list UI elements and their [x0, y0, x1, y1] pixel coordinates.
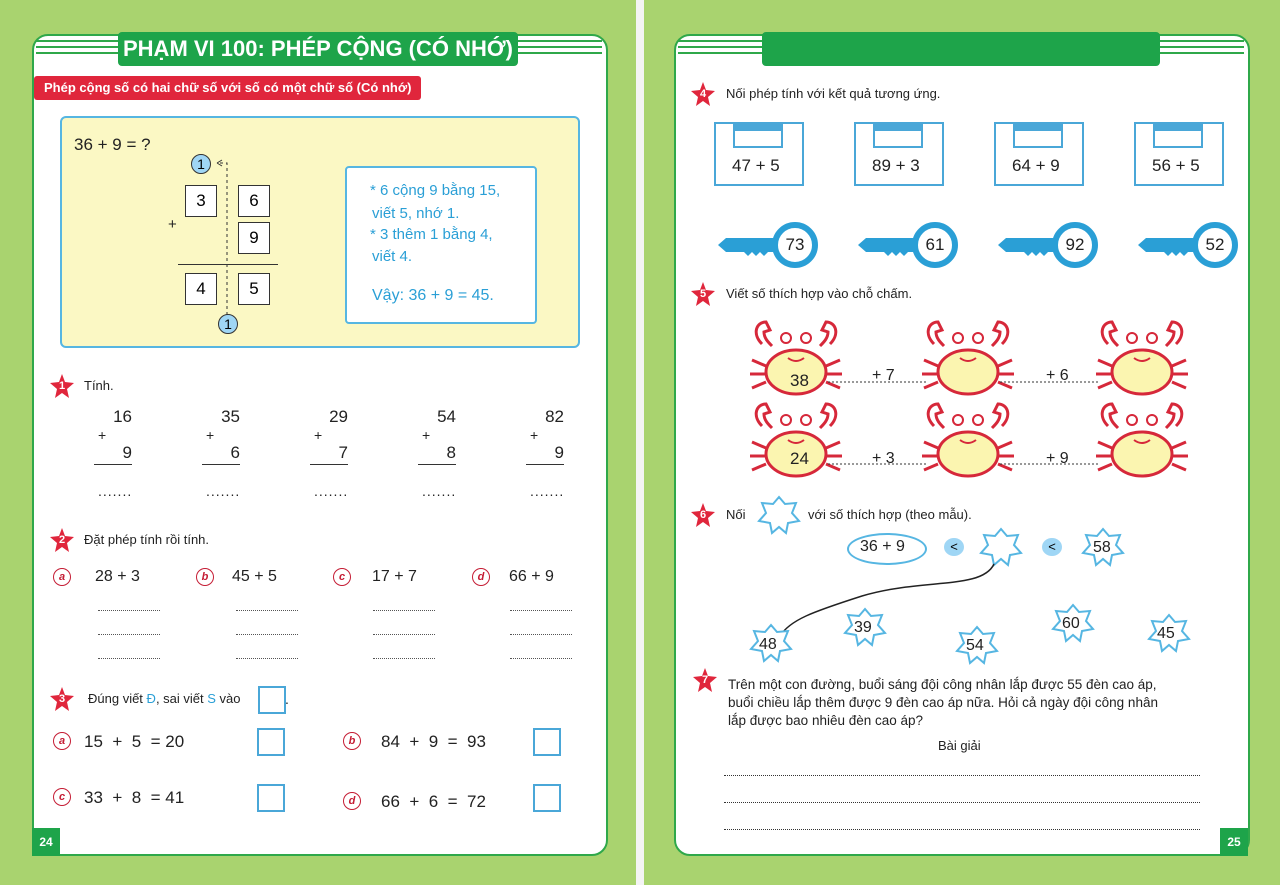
addend: 7 — [338, 443, 348, 462]
lock-expression: 56 + 5 — [1152, 156, 1200, 175]
item-letter: b — [196, 568, 214, 586]
plus-sign: + — [314, 427, 323, 443]
key-icon — [716, 222, 826, 268]
exercise-label: Nối — [726, 507, 746, 522]
equation: 84 + 9 = 93 — [381, 732, 486, 751]
exercise-label: Viết số thích hợp vào chỗ chấm. — [726, 286, 913, 301]
book-gutter — [636, 0, 644, 885]
item-letter: d — [343, 792, 361, 810]
label-text: , sai viết — [155, 691, 204, 706]
sum-line — [94, 464, 132, 465]
problem-line: Trên một con đường, buổi sáng đội công nhân lắp được 55 đèn cao áp, — [728, 677, 1157, 692]
answer-blank[interactable]: ....... — [98, 483, 133, 499]
addend: 16 — [113, 407, 132, 426]
answer-box[interactable] — [533, 728, 561, 756]
exercise-number: 6 — [699, 509, 707, 521]
addend: 35 — [221, 407, 240, 426]
answer-blank[interactable]: ....... — [422, 483, 457, 499]
key-icon — [856, 222, 966, 268]
carry-bottom: 1 — [218, 314, 238, 334]
problem-line: lắp được bao nhiêu đèn cao áp? — [728, 713, 924, 728]
item-letter: a — [53, 732, 71, 750]
exercise-label: Tính. — [84, 378, 114, 393]
answer-blank[interactable]: ....... — [206, 483, 241, 499]
label-d: Đ — [146, 691, 156, 706]
addend: 29 — [329, 407, 348, 426]
sum-line — [202, 464, 240, 465]
key-icon — [996, 222, 1106, 268]
page-number: 24 — [32, 828, 60, 856]
explanation-line: viết 4. — [372, 248, 413, 265]
expression: 45 + 5 — [232, 568, 277, 585]
key-value: 52 — [1205, 235, 1225, 254]
answer-blank[interactable]: ....... — [314, 483, 349, 499]
example-question: 36 + 9 = ? — [74, 135, 151, 154]
answer-box[interactable] — [257, 784, 285, 812]
addend: 6 — [230, 443, 240, 462]
crab-start-value: 38 — [790, 371, 809, 390]
item-letter: c — [53, 788, 71, 806]
exercise-label: Nối phép tính với kết quả tương ứng. — [726, 86, 941, 101]
exercise-label — [88, 691, 241, 706]
right-page — [644, 0, 1280, 885]
page-title: PHẠM VI 100: PHÉP CỘNG (CÓ NHỚ) — [118, 32, 518, 66]
expression: 28 + 3 — [95, 568, 140, 585]
crab-row-graphics — [748, 316, 1198, 478]
item-letter: c — [333, 568, 351, 586]
sum-line — [418, 464, 456, 465]
explanation-line: * 6 cộng 9 bằng 15, — [370, 182, 501, 199]
expression: 17 + 7 — [372, 568, 417, 585]
sum-line — [526, 464, 564, 465]
explanation-conclusion: Vậy: 36 + 9 = 45. — [372, 287, 494, 304]
exercise-label: Đặt phép tính rồi tính. — [84, 532, 210, 547]
exercise-number: 5 — [699, 288, 707, 300]
label-s: S — [207, 691, 216, 706]
answer-blank[interactable]: ....... — [530, 483, 565, 499]
explanation-line: * 3 thêm 1 bằng 4, — [370, 226, 493, 243]
addend: 82 — [545, 407, 564, 426]
addend: 8 — [446, 443, 456, 462]
operation-label: + 6 — [1046, 367, 1069, 384]
digit-box: 3 — [185, 185, 217, 217]
addend: 54 — [437, 407, 456, 426]
less-than-badge: < — [1042, 538, 1062, 556]
item-letter: a — [53, 568, 71, 586]
plus-sign: + — [168, 216, 177, 233]
key-icon — [1136, 222, 1246, 268]
left-page — [0, 0, 636, 885]
lock-expression: 64 + 9 — [1012, 156, 1060, 175]
answer-line[interactable] — [724, 802, 1200, 803]
operation-label: + 3 — [872, 450, 895, 467]
plus-sign: + — [98, 427, 107, 443]
plus-sign: + — [530, 427, 539, 443]
lesson-banner: Phép cộng số có hai chữ số với số có một chữ số (Có nhớ) — [34, 76, 421, 100]
digit-box: 6 — [238, 185, 270, 217]
crab-start-value: 24 — [790, 449, 809, 468]
addend: 9 — [554, 443, 564, 462]
star-value: 48 — [759, 636, 777, 653]
key-value: 61 — [925, 235, 945, 254]
exercise-number: 2 — [58, 534, 66, 546]
sample-answer-box — [258, 686, 286, 714]
exercise-number: 3 — [58, 693, 66, 705]
sum-line — [310, 464, 348, 465]
equation: 15 + 5 = 20 — [84, 732, 185, 751]
exercise-number: 4 — [699, 88, 707, 100]
plus-sign: + — [206, 427, 215, 443]
digit-box: 9 — [238, 222, 270, 254]
key-value: 92 — [1065, 235, 1085, 254]
operation-label: + 9 — [1046, 450, 1069, 467]
carry-top: 1 — [191, 154, 211, 174]
exercise-number: 1 — [58, 380, 66, 392]
label-text: Đúng viết — [88, 691, 143, 706]
problem-line: buổi chiều lắp thêm được 9 đèn cao áp nữa. Hỏi cả ngày đội công nhân — [728, 695, 1158, 710]
item-letter: b — [343, 732, 361, 750]
star-value: 45 — [1157, 625, 1175, 642]
star-value: 60 — [1062, 615, 1080, 632]
less-than-badge: < — [944, 538, 964, 556]
explanation-line: viết 5, nhớ 1. — [372, 205, 460, 222]
equation: 66 + 6 = 72 — [381, 792, 486, 811]
equation: 33 + 8 = 41 — [84, 788, 185, 807]
lock-expression: 47 + 5 — [732, 156, 780, 175]
label-end: . — [285, 691, 289, 707]
lock-expression: 89 + 3 — [872, 156, 920, 175]
expression: 66 + 9 — [509, 568, 554, 585]
target-value: 58 — [1093, 539, 1111, 556]
item-letter: d — [472, 568, 490, 586]
answer-box[interactable] — [533, 784, 561, 812]
answer-box[interactable] — [257, 728, 285, 756]
exercise-label: với số thích hợp (theo mẫu). — [808, 507, 972, 522]
operation-label: + 7 — [872, 367, 895, 384]
star-value: 39 — [854, 619, 872, 636]
answer-line[interactable] — [724, 775, 1200, 776]
key-value: 73 — [785, 235, 805, 254]
exercise-number: 7 — [701, 674, 709, 686]
addend: 9 — [122, 443, 132, 462]
page-number: 25 — [1220, 828, 1248, 856]
label-text: vào — [219, 691, 241, 706]
carry-arrow — [205, 155, 245, 325]
header-bar — [762, 32, 1160, 66]
plus-sign: + — [422, 427, 431, 443]
digit-box: 5 — [238, 273, 270, 305]
star-value: 54 — [966, 637, 984, 654]
answer-line[interactable] — [724, 829, 1200, 830]
star-shape-icon — [756, 494, 802, 536]
solution-heading: Bài giải — [938, 738, 981, 753]
expression-value: 36 + 9 — [860, 538, 905, 555]
digit-box: 4 — [185, 273, 217, 305]
